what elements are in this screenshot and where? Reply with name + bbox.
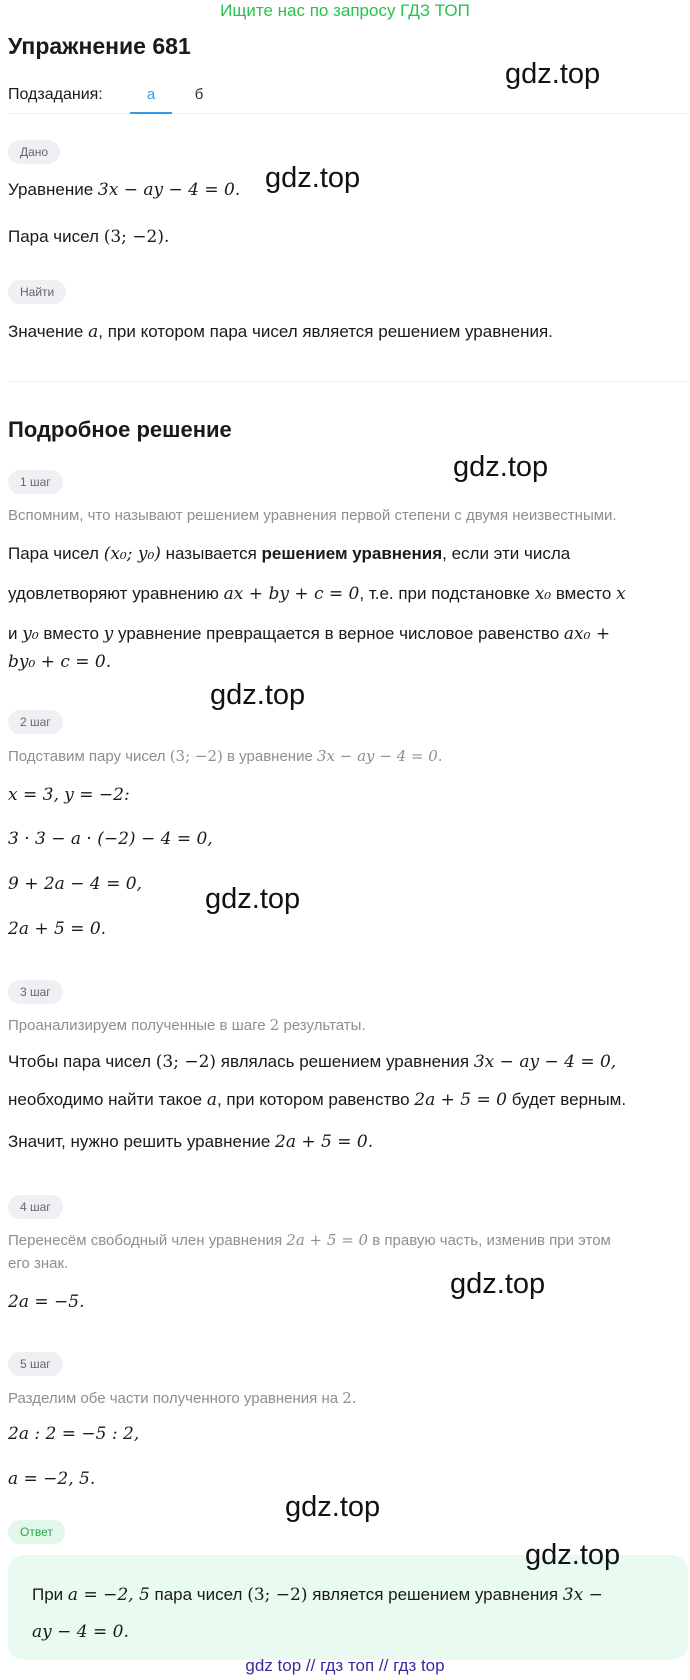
given-equation: Уравнение 3x − ay − 4 = 0. (8, 180, 241, 200)
step-1-line-4: by₀ + c = 0. (8, 652, 112, 672)
step-2-badge: 2 шаг (8, 710, 63, 734)
subtasks-label: Подзадания: (8, 86, 103, 103)
step-1-line-1: Пара чисел (x₀; y₀) называется решением уравнения, если эти числа (8, 544, 571, 564)
step-5-badge: 5 шаг (8, 1352, 63, 1376)
step-2-note: Подставим пару чисел (3; −2) в уравнение 3x − ay − 4 = 0. (8, 747, 443, 765)
promo-banner[interactable]: Ищите нас по запросу ГДЗ ТОП (220, 1, 470, 20)
step-5-note: Разделим обе части полученного уравнения на 2. (8, 1389, 357, 1407)
step-3-note: Проанализируем полученные в шаге 2 результаты. (8, 1016, 366, 1034)
watermark: gdz.top (453, 451, 549, 483)
answer-badge: Ответ (8, 1520, 65, 1544)
watermark: gdz.top (525, 1539, 621, 1571)
step-2-line: x = 3, y = −2: (8, 785, 130, 805)
step-4-note-cont: его знак. (8, 1255, 69, 1272)
tab-a[interactable]: а (146, 86, 156, 103)
watermark: gdz.top (285, 1491, 381, 1523)
watermark: gdz.top (505, 58, 601, 90)
step-3-line-1: Чтобы пара чисел (3; −2) являлась решением уравнения 3x − ay − 4 = 0, (8, 1052, 617, 1072)
step-3-line-3: Значит, нужно решить уравнение 2a + 5 = 0. (8, 1132, 374, 1152)
find-text: Значение a, при котором пара чисел является решением уравнения. (8, 322, 553, 342)
find-badge: Найти (8, 280, 66, 304)
step-2-line: 2a + 5 = 0. (8, 919, 107, 939)
answer-line-2: ay − 4 = 0. (32, 1622, 129, 1642)
step-5-line: a = −2, 5. (8, 1469, 96, 1489)
step-5-line: 2a : 2 = −5 : 2, (8, 1424, 140, 1444)
active-tab-indicator (130, 112, 172, 114)
step-1-line-2: удовлетворяют уравнению ax + by + c = 0, т.е. при подстановке x₀ вместо x (8, 584, 626, 604)
watermark: gdz.top (265, 162, 361, 194)
step-1-note: Вспомним, что называют решением уравнения первой степени с двумя неизвестными. (8, 507, 617, 524)
step-1-badge: 1 шаг (8, 470, 63, 494)
step-4-note: Перенесём свободный член уравнения 2a + 5 = 0 в правую часть, изменив при этом (8, 1231, 611, 1249)
watermark: gdz.top (450, 1268, 546, 1300)
given-badge: Дано (8, 140, 60, 164)
tab-b[interactable]: б (194, 86, 204, 103)
step-1-line-3: и y₀ вместо y уравнение превращается в верное числовое равенство ax₀ + (8, 624, 611, 644)
tabs-underline-track (8, 113, 688, 114)
section-divider (8, 381, 688, 382)
step-3-line-2: необходимо найти такое a, при котором равенство 2a + 5 = 0 будет верным. (8, 1090, 627, 1110)
step-3-badge: 3 шаг (8, 980, 63, 1004)
answer-line-1: При a = −2, 5 пара чисел (3; −2) является решением уравнения 3x − (32, 1585, 603, 1605)
step-4-badge: 4 шаг (8, 1195, 63, 1219)
step-2-line: 9 + 2a − 4 = 0, (8, 874, 142, 894)
watermark: gdz.top (210, 679, 306, 711)
solution-title: Подробное решение (8, 417, 232, 442)
page-title: Упражнение 681 (8, 33, 191, 59)
step-4-line: 2a = −5. (8, 1292, 85, 1312)
given-pair: Пара чисел (3; −2). (8, 227, 170, 247)
step-2-line: 3 · 3 − a · (−2) − 4 = 0, (8, 829, 213, 849)
footer-links[interactable]: gdz top // гдз топ // гдз top (245, 1656, 445, 1675)
watermark: gdz.top (205, 883, 301, 915)
